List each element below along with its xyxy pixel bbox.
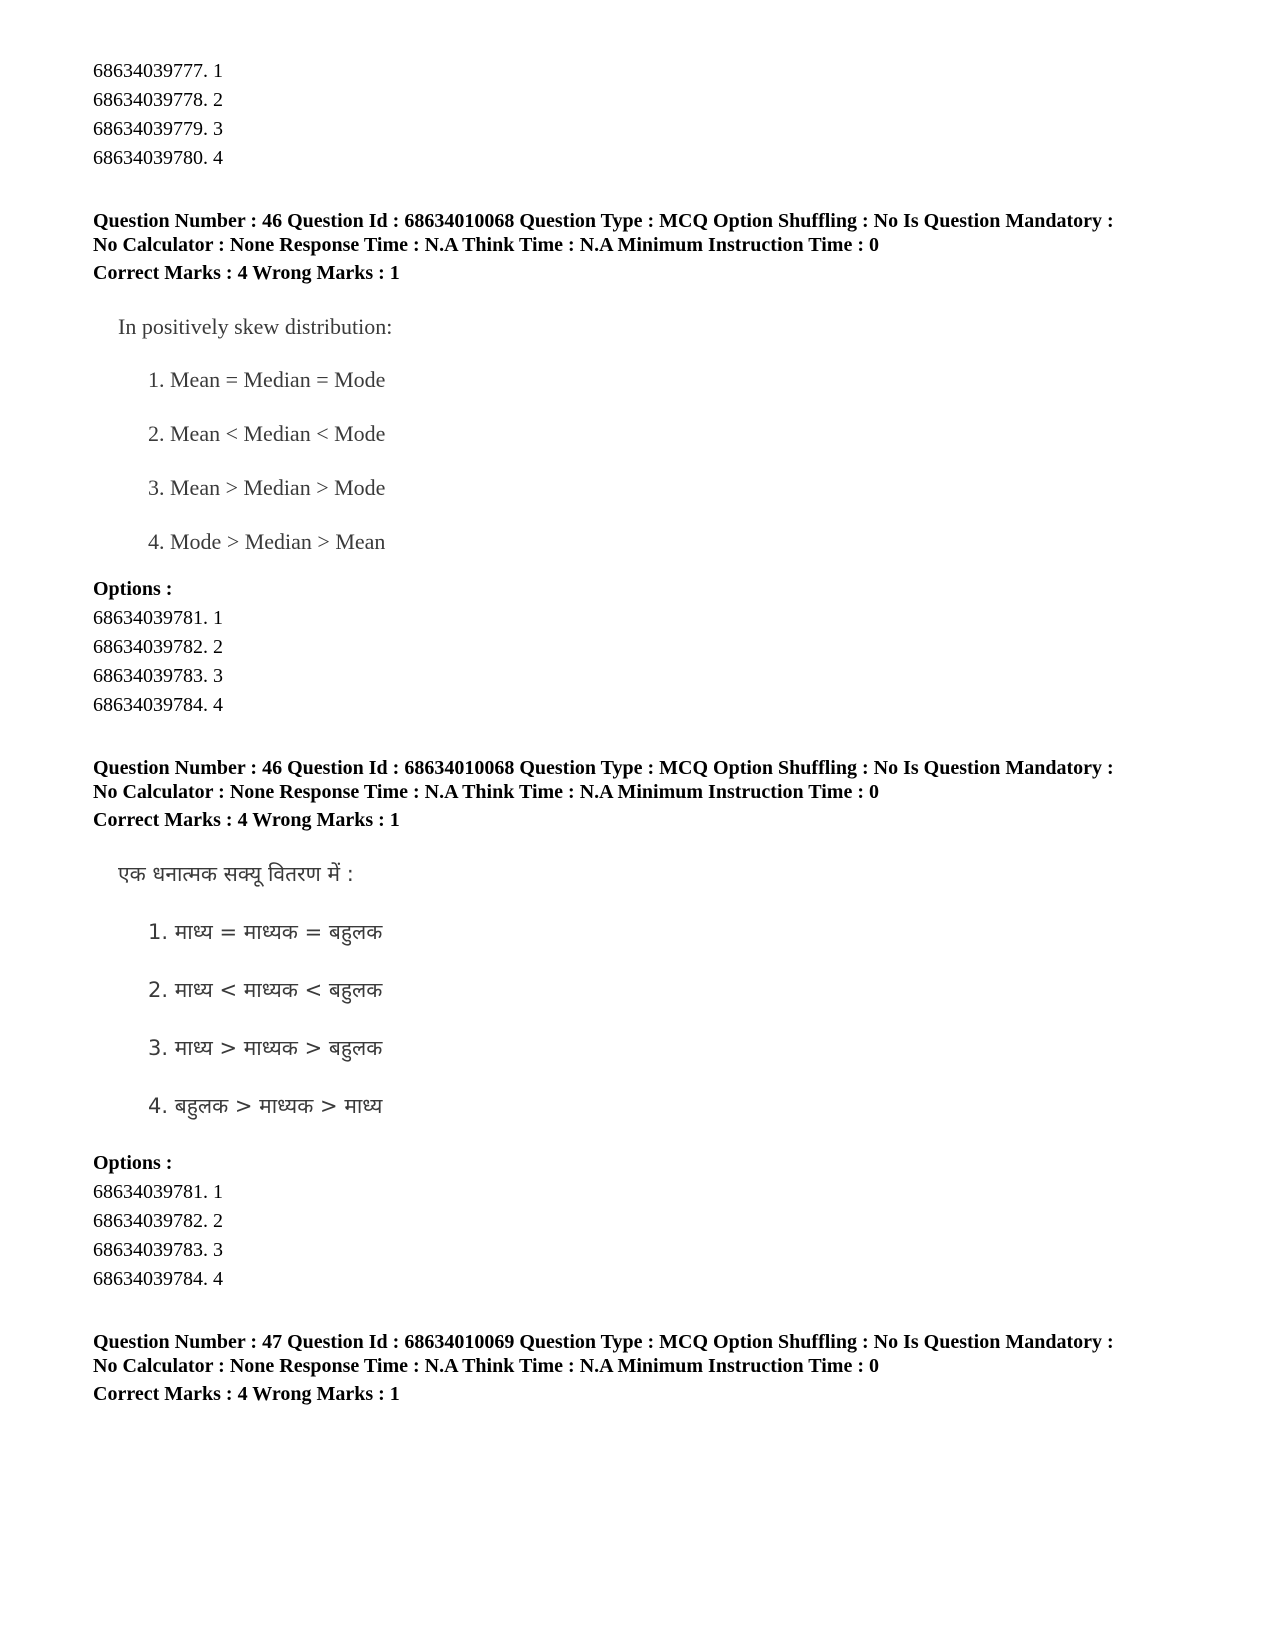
question-choice: 3. माध्य > माध्यक > बहुलक (148, 1036, 383, 1060)
question-46-hindi (93, 756, 1213, 1294)
option-line: 68634039777. 1 (93, 60, 223, 82)
option-line: 68634039783. 3 (93, 1239, 223, 1261)
option-line: 68634039781. 1 (93, 1181, 223, 1203)
option-line: 68634039781. 1 (93, 607, 223, 629)
question-choice: 2. Mean < Median < Mode (148, 421, 386, 446)
spacer (93, 1294, 1213, 1330)
question-header-line1: Question Number : 46 Question Id : 68634010068 Question Type : MCQ Option Shuffling : No Is Question Mandatory : (93, 757, 1114, 779)
question-47 (93, 1330, 1213, 1409)
question-choice: 1. माध्य = माध्यक = बहुलक (148, 920, 383, 944)
question-choice: 4. Mode > Median > Mean (148, 529, 386, 554)
question-header-line1: Question Number : 47 Question Id : 68634010069 Question Type : MCQ Option Shuffling : No Is Question Mandatory : (93, 1331, 1114, 1353)
question-stem: In positively skew distribution: (118, 314, 393, 339)
question-image-english (93, 301, 1213, 569)
option-line: 68634039784. 4 (93, 694, 223, 716)
option-line: 68634039780. 4 (93, 147, 223, 169)
question-marks: Correct Marks : 4 Wrong Marks : 1 (93, 1383, 400, 1405)
option-line: 68634039783. 3 (93, 665, 223, 687)
question-marks: Correct Marks : 4 Wrong Marks : 1 (93, 262, 400, 284)
option-line: 68634039778. 2 (93, 89, 223, 111)
options-label: Options : (93, 578, 173, 600)
question-stem: एक धनात्मक सक्यू वितरण में : (118, 862, 354, 886)
question-choice: 2. माध्य < माध्यक < बहुलक (148, 978, 383, 1002)
options-label: Options : (93, 1152, 173, 1174)
question-marks: Correct Marks : 4 Wrong Marks : 1 (93, 809, 400, 831)
option-line: 68634039782. 2 (93, 636, 223, 658)
option-line: 68634039782. 2 (93, 1210, 223, 1232)
question-image-hindi (93, 845, 1213, 1135)
previous-options-list (93, 57, 1213, 173)
question-choice: 1. Mean = Median = Mode (148, 367, 386, 392)
option-line: 68634039779. 3 (93, 118, 223, 140)
document-page (93, 57, 1213, 1409)
question-choice: 3. Mean > Median > Mode (148, 475, 386, 500)
question-header-line1: Question Number : 46 Question Id : 68634010068 Question Type : MCQ Option Shuffling : No Is Question Mandatory : (93, 210, 1114, 232)
question-header-line2: No Calculator : None Response Time : N.A Think Time : N.A Minimum Instruction Time : 0 (93, 781, 879, 803)
spacer (93, 173, 1213, 209)
spacer (93, 720, 1213, 756)
question-header-line2: No Calculator : None Response Time : N.A Think Time : N.A Minimum Instruction Time : 0 (93, 234, 879, 256)
question-46-english (93, 209, 1213, 720)
option-line: 68634039784. 4 (93, 1268, 223, 1290)
question-header-line2: No Calculator : None Response Time : N.A Think Time : N.A Minimum Instruction Time : 0 (93, 1355, 879, 1377)
question-choice: 4. बहुलक > माध्यक > माध्य (148, 1094, 383, 1118)
